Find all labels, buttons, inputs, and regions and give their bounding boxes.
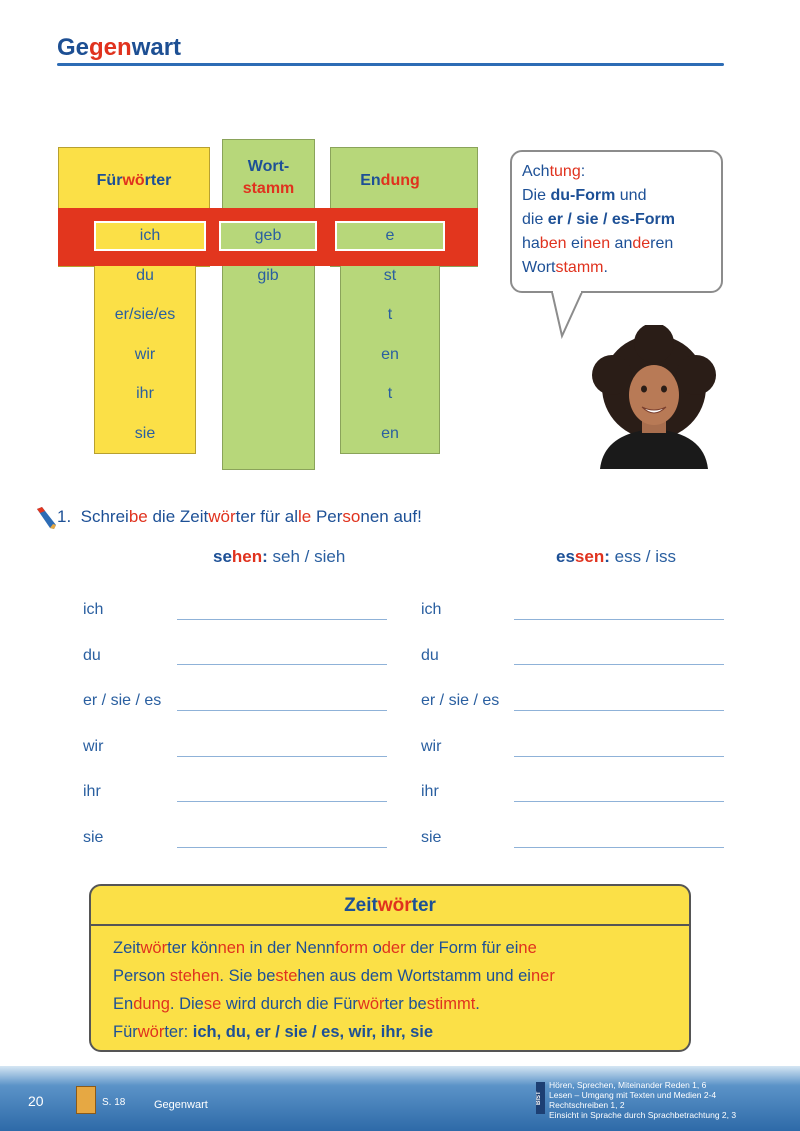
rule-segment: ste — [169, 967, 192, 985]
rule-segment: ter be — [384, 995, 427, 1013]
bubble-line: Achtung: — [522, 163, 586, 180]
conj-label: ich — [421, 601, 442, 618]
rule-segment: . Die — [169, 995, 204, 1013]
exercise-instruction: 1. Schreibe die Zeitwörter für alle Personen auf! — [57, 507, 422, 526]
conj-label: wir — [421, 738, 442, 755]
rule-segment: der Form für ei — [405, 939, 519, 957]
conj-label: wir — [83, 738, 104, 755]
rule-segment: wird durch die Für — [221, 995, 358, 1013]
rule-segment: ter kön — [167, 939, 218, 957]
conj-label: du — [421, 647, 439, 664]
conj-label: ihr — [421, 783, 439, 800]
stem-header: Wort- stamm — [242, 158, 295, 197]
pronoun-cell: ihr — [136, 385, 154, 402]
rule-segment: . Sie be — [219, 967, 276, 985]
answer-line[interactable] — [514, 619, 724, 620]
bubble-line: Wortstamm. — [522, 259, 608, 276]
child-illustration — [590, 325, 718, 469]
pronoun-cell: du — [136, 267, 154, 284]
ending-cell: st — [383, 267, 397, 284]
bist-line: Lesen – Umgang mit Texten und Medien 2-4 — [549, 1090, 717, 1100]
rule-box-text — [113, 934, 683, 1046]
speech-bubble — [510, 150, 723, 293]
ending-cell: t — [387, 385, 393, 402]
rule-segment: ner — [530, 967, 555, 985]
book-icon — [76, 1086, 96, 1114]
rule-segment: hen aus dem Wortstamm und ei — [297, 967, 531, 985]
answer-line[interactable] — [177, 664, 387, 665]
rule-segment: wör — [357, 995, 385, 1013]
rule-box-title: Zeitwörter — [344, 895, 436, 916]
pronoun-cell: er/sie/es — [114, 306, 176, 323]
rule-segment: nen — [217, 939, 246, 957]
rule-segment: wör — [137, 1023, 165, 1041]
rule-segment: . — [475, 995, 480, 1013]
rule-segment: se — [203, 995, 222, 1013]
conj-label: er / sie / es — [83, 692, 162, 709]
rule-segment: Person — [113, 967, 170, 985]
answer-line[interactable] — [177, 619, 387, 620]
ending-cell: en — [381, 425, 399, 442]
rule-segment: hen — [191, 967, 220, 985]
rule-segment: o — [367, 939, 382, 957]
rule-segment: stimmt — [426, 995, 476, 1013]
ending-cell: en — [381, 346, 399, 363]
pronoun-cell: sie — [134, 425, 156, 442]
rule-segment: ne — [518, 939, 537, 957]
answer-line[interactable] — [177, 756, 387, 757]
rule-segment: En — [113, 995, 134, 1013]
rule-segment: Für — [113, 1023, 138, 1041]
bubble-line: die er / sie / es-Form — [522, 211, 675, 228]
ending-header: Endung — [360, 172, 420, 189]
bubble-line: Die du-Form und — [522, 187, 647, 204]
answer-line[interactable] — [177, 801, 387, 802]
highlight-pronoun: ich — [94, 221, 206, 251]
verb-heading-sehen: sehen: seh / sieh — [213, 547, 346, 566]
rule-segment: der — [381, 939, 406, 957]
conj-label: sie — [83, 829, 104, 846]
rule-segment: dung — [133, 995, 170, 1013]
answer-line[interactable] — [177, 710, 387, 711]
rule-segment: Zeit — [113, 939, 141, 957]
answer-line[interactable] — [514, 664, 724, 665]
bubble-line: haben einen anderen — [522, 235, 674, 252]
highlight-stem: geb — [219, 221, 317, 251]
rule-segment: ich, du, er / sie / es, wir, ihr, sie — [192, 1023, 434, 1041]
page-number: 20 — [28, 1093, 44, 1109]
page-title: Gegenwart — [57, 34, 182, 61]
rule-line — [113, 934, 683, 962]
rule-line — [113, 1018, 683, 1046]
bist-line: Hören, Sprechen, Miteinander Reden 1, 6 — [549, 1080, 707, 1090]
bist-standards — [549, 1080, 736, 1120]
rule-line — [113, 962, 683, 990]
page-reference: S. 18 — [102, 1097, 126, 1108]
stem-cell: gib — [257, 267, 279, 284]
rule-segment: ter: — [164, 1023, 193, 1041]
rule-segment: wör — [140, 939, 168, 957]
answer-line[interactable] — [514, 847, 724, 848]
conj-label: ich — [83, 601, 104, 618]
ending-cell: t — [387, 306, 393, 323]
answer-line[interactable] — [514, 756, 724, 757]
conj-label: ihr — [83, 783, 101, 800]
bist-line: Einsicht in Sprache durch Sprachbetrachtung 2, 3 — [549, 1110, 737, 1120]
pronoun-cell: wir — [134, 346, 156, 363]
answer-line[interactable] — [177, 847, 387, 848]
pencil-icon — [34, 505, 58, 531]
footer-title: Gegenwart — [154, 1099, 208, 1111]
rule-segment: form — [334, 939, 368, 957]
conj-label: er / sie / es — [421, 692, 500, 709]
conj-label: sie — [421, 829, 442, 846]
highlight-ending: e — [335, 221, 445, 251]
bist-line: Rechtschreiben 1, 2 — [549, 1100, 625, 1110]
answer-line[interactable] — [514, 710, 724, 711]
pronoun-header: Fürwörter — [96, 172, 172, 189]
rule-line — [113, 990, 683, 1018]
verb-heading-essen: essen: ess / iss — [556, 547, 677, 566]
rule-segment: ste — [275, 967, 298, 985]
bist-badge: BIST — [536, 1082, 545, 1114]
answer-line[interactable] — [514, 801, 724, 802]
rule-segment: in der Nenn — [245, 939, 335, 957]
conj-label: du — [83, 647, 101, 664]
title-underline — [57, 63, 724, 66]
